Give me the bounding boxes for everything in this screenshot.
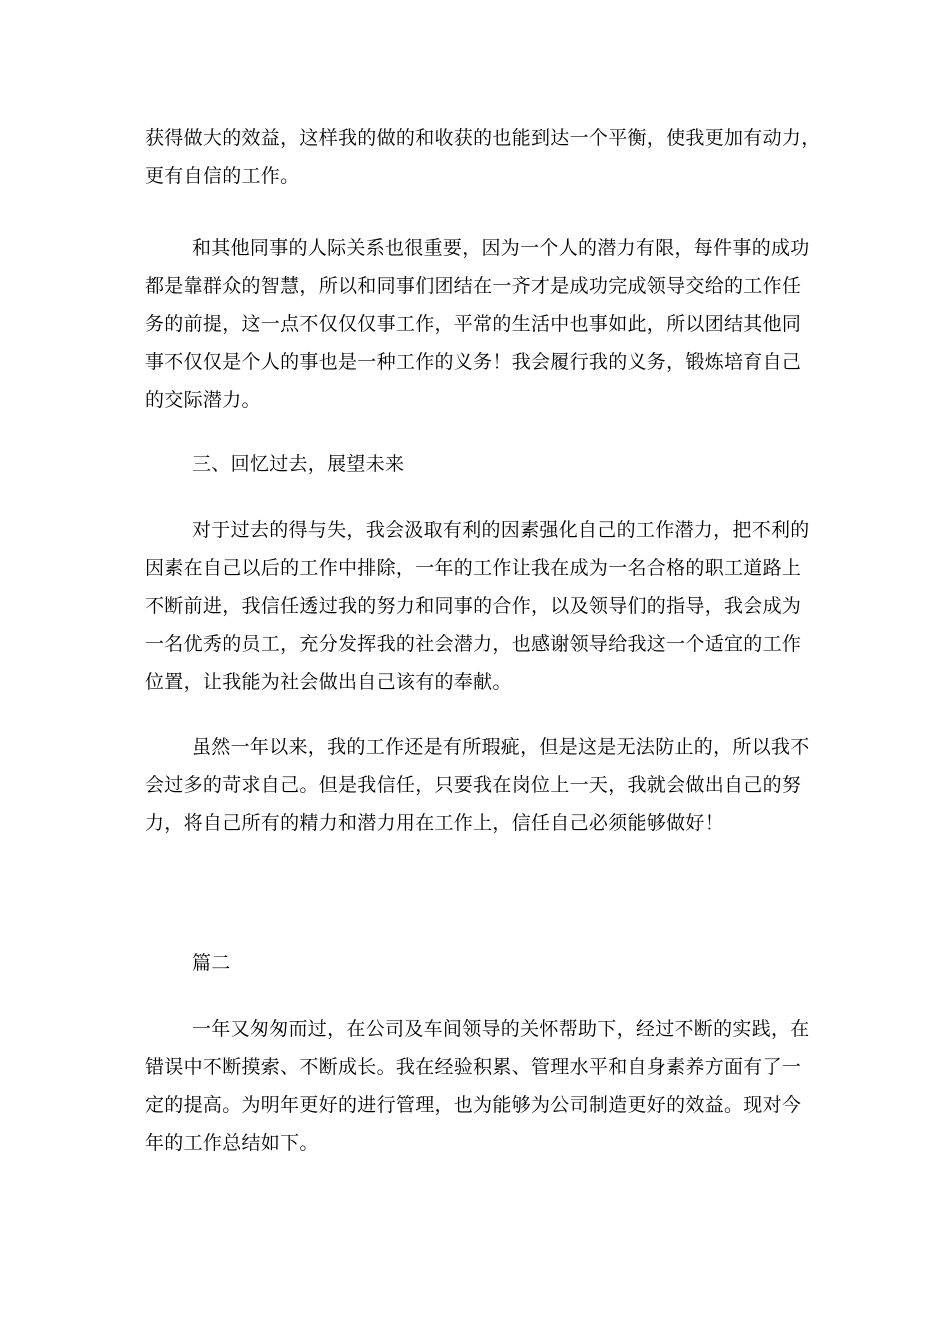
paragraph-continuation <box>145 119 821 195</box>
text-line: 虽然一年以来，我的工作还是有所瑕疵，但是这是无法防止的，所以我不 <box>192 736 810 758</box>
text-line: 因素在自己以后的工作中排除，一年的工作让我在成为一名合格的职工道路上 <box>145 557 802 579</box>
heading-text: 三、回忆过去，展望未来 <box>192 453 405 475</box>
text-line: 位置，让我能为社会做出自己该有的奉献。 <box>145 671 512 693</box>
text-line: 的交际潜力。 <box>145 389 261 411</box>
text-line: 更有自信的工作。 <box>145 165 300 187</box>
part-heading <box>145 944 813 982</box>
paragraph-closing <box>145 728 813 842</box>
text-line: 对于过去的得与失，我会汲取有利的因素强化自己的工作潜力，把不利的 <box>192 519 810 541</box>
text-line: 错误中不断摸索、不断成长。我在经验积累、管理水平和自身素养方面有了一 <box>145 1056 802 1078</box>
text-line: 不断前进，我信任透过我的努力和同事的合作，以及领导们的指导，我会成为 <box>145 595 802 617</box>
text-line: 一年又匆匆而过，在公司及车间领导的关怀帮助下，经过不断的实践，在 <box>192 1018 810 1040</box>
text-line: 会过多的苛求自己。但是我信任，只要我在岗位上一天，我就会做出自己的努 <box>145 774 802 796</box>
section-heading <box>145 445 813 483</box>
heading-text: 篇二 <box>192 952 231 974</box>
text-line: 年的工作总结如下。 <box>145 1132 319 1154</box>
text-line: 定的提高。为明年更好的进行管理，也为能够为公司制造更好的效益。现对今 <box>145 1094 802 1116</box>
paragraph-looking-forward <box>145 511 813 701</box>
text-line: 获得做大的效益，这样我的做的和收获的也能到达一个平衡，使我更加有动力， <box>145 127 821 149</box>
text-line: 力，将自己所有的精力和潜力用在工作上，信任自己必须能够做好！ <box>145 812 725 834</box>
text-line: 务的前提，这一点不仅仅仅事工作，平常的生活中也事如此，所以团结其他同 <box>145 313 802 335</box>
paragraph-annual-summary <box>145 1010 813 1162</box>
text-line: 一名优秀的员工，充分发挥我的社会潜力，也感谢领导给我这一个适宜的工作 <box>145 633 802 655</box>
text-line: 事不仅仅是个人的事也是一种工作的义务！我会履行我的义务，锻炼培育自己 <box>145 351 802 373</box>
paragraph-colleague-relations <box>145 229 813 419</box>
text-line: 都是靠群众的智慧，所以和同事们团结在一齐才是成功完成领导交给的工作任 <box>145 275 802 297</box>
text-line: 和其他同事的人际关系也很重要，因为一个人的潜力有限，每件事的成功 <box>192 237 810 259</box>
